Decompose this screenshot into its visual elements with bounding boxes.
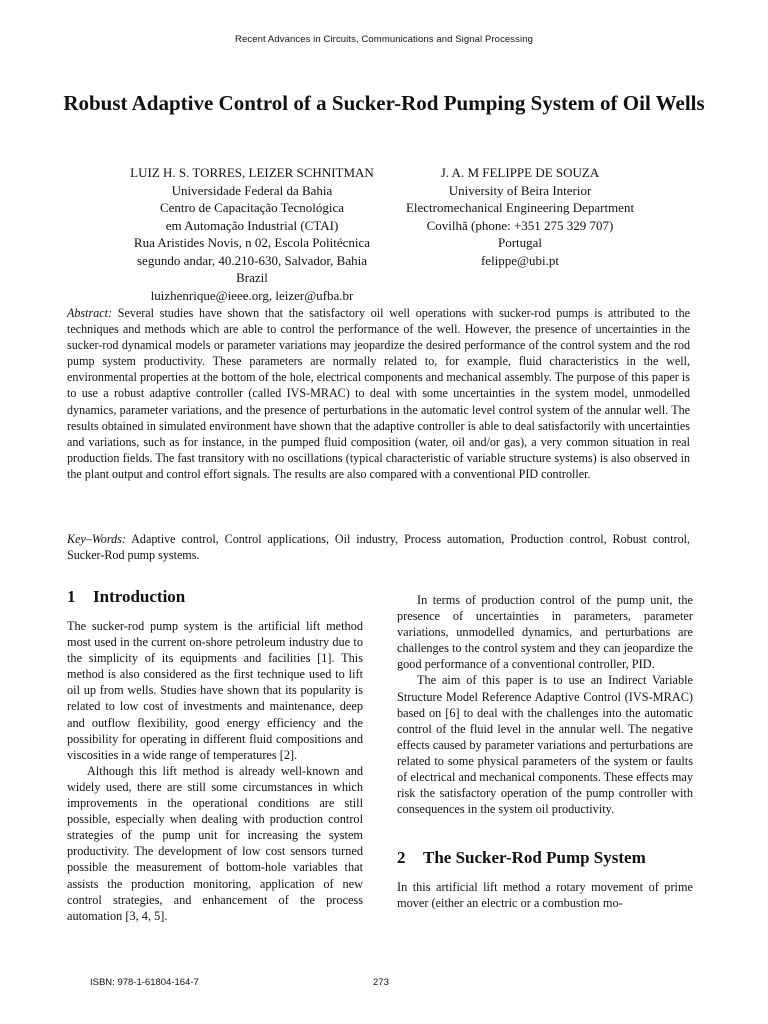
keywords	[67, 531, 690, 563]
affiliation-country: Brazil	[236, 270, 268, 285]
footer-isbn: ISBN: 978-1-61804-164-7	[90, 977, 199, 988]
author-block-right	[378, 164, 662, 269]
paragraph: In terms of production control of the pump unit, the presence of uncertainties in parameters, parameter variations, unmodelled dynamics, and perturbations are challenges to the control system and they can jeopardize the good performance of a conventional controller, PID.	[397, 593, 693, 672]
paragraph: The aim of this paper is to use an Indirect Variable Structure Model Reference Adaptive Control (IVS-MRAC) based on [6] to deal with the challenges into the automatic control of the fluid level in the annular well. The negative effects caused by parameter variations and perturbations are related to some physical parameters of the system or faults of electrical and mechanical components. These effects may risk the satisfactory operation of the pump controller with consequences in the system oil productivity.	[397, 673, 693, 817]
affiliation-line: University of Beira Interior	[448, 182, 592, 198]
abstract-text: Several studies have shown that the satisfactory oil well operations with sucker-rod pumps is attributed to the techniques and methods which are able to control the performance of the well. However, the presence of uncertainties in the sucker-rod dynamical models or parameter variations may jeopardize the desired performance of the control system and the rod pump system productivity. These parameters are normally related to, for example, fluid characteristics in the well, environmental properties at the bottom of the hole, electrical components and mechanical assembly. The purpose of this paper is to use a robust adaptive controller (called IVS-MRAC) to deal with some uncertainties in the system model, unmodelled dynamics, parameter variations, and the presence of perturbations in the automatic level control system of the annular well. The results obtained in simulated environment have shown that the adaptive controller is able to deal satisfactorily with uncertainties and variations, such as for instance, in the pumped fluid composition (water, oil and/or gas), a very common situation in real production fields. The fast transitory with no oscillations (typical characteristic of variable structure systems) is also observed in the plant output and control effort signals. The results are also compared with a conventional PID controller.	[67, 306, 691, 481]
paragraph: In this artificial lift method a rotary movement of prime mover (either an electric or a combustion mo-	[397, 880, 693, 911]
keywords-text: Adaptive control, Control applications, Oil industry, Process automation, Production control, Robust control, Sucker-Rod pump systems.	[67, 532, 691, 563]
affiliation-line: Rua Aristides Novis, n 02, Escola Politécnica	[133, 235, 371, 250]
affiliation-country: Portugal	[497, 235, 543, 250]
author-names: LUIZ H. S. TORRES, LEIZER SCHNITMAN	[130, 165, 374, 180]
section-title: Introduction	[93, 587, 186, 606]
affiliation-line: Universidade Federal da Bahia	[171, 182, 333, 198]
affiliation-line: Electromechanical Engineering Department	[405, 200, 635, 215]
author-email: felippe@ubi.pt	[480, 252, 560, 268]
paragraph: The sucker-rod pump system is the artificial lift method most used in the current on-shore petroleum industry due to the simplicity of its equipments and facilities [1]. This method is also considered as the first technique used to lift oil up from wells. Studies have shown that its popularity is related to low cost of investments and maintenance, deep and outflow flexibility, good energy efficiency and the possibility for operating in different fluid compositions and viscosities in a wide range of temperatures [2].	[67, 619, 363, 762]
page-number: 273	[373, 977, 389, 988]
affiliation-line: Covilhã (phone: +351 275 329 707)	[426, 217, 614, 233]
right-column	[397, 592, 693, 912]
section-heading-introduction	[67, 586, 363, 608]
author-emails: luizhenrique@ieee.org, leizer@ufba.br	[150, 287, 354, 303]
affiliation-line: Centro de Capacitação Tecnológica	[159, 200, 345, 215]
section-number: 2	[397, 848, 406, 868]
paragraph: Although this lift method is already well-known and widely used, there are still some circumstances in which improvements in the operational conditions are still possible, especially when dealing with production control strategies of the pump unit for increasing the system productivity. The development of low cost sensors turned possible the measurement of bottom-hole variables that assists the production monitoring, application of new control strategies, and enhancement of the process automation [3, 4, 5].	[67, 763, 363, 923]
author-affiliations	[60, 164, 708, 303]
affiliation-line: em Automação Industrial (CTAI)	[165, 217, 339, 233]
author-names: J. A. M FELIPPE DE SOUZA	[440, 165, 600, 180]
paper-title: Robust Adaptive Control of a Sucker-Rod Pumping System of Oil Wells	[63, 91, 705, 115]
abstract	[67, 305, 690, 482]
keywords-label: Key–Words:	[67, 532, 126, 546]
running-head: Recent Advances in Circuits, Communications and Signal Processing	[235, 34, 533, 45]
author-block-left	[114, 164, 390, 304]
section-number: 1	[67, 587, 76, 606]
section-title: The Sucker-Rod Pump System	[423, 848, 646, 868]
left-column	[67, 586, 363, 924]
section-heading-sucker-rod	[397, 847, 693, 869]
affiliation-line: segundo andar, 40.210-630, Salvador, Bahia	[136, 252, 368, 268]
abstract-label: Abstract:	[67, 306, 113, 320]
